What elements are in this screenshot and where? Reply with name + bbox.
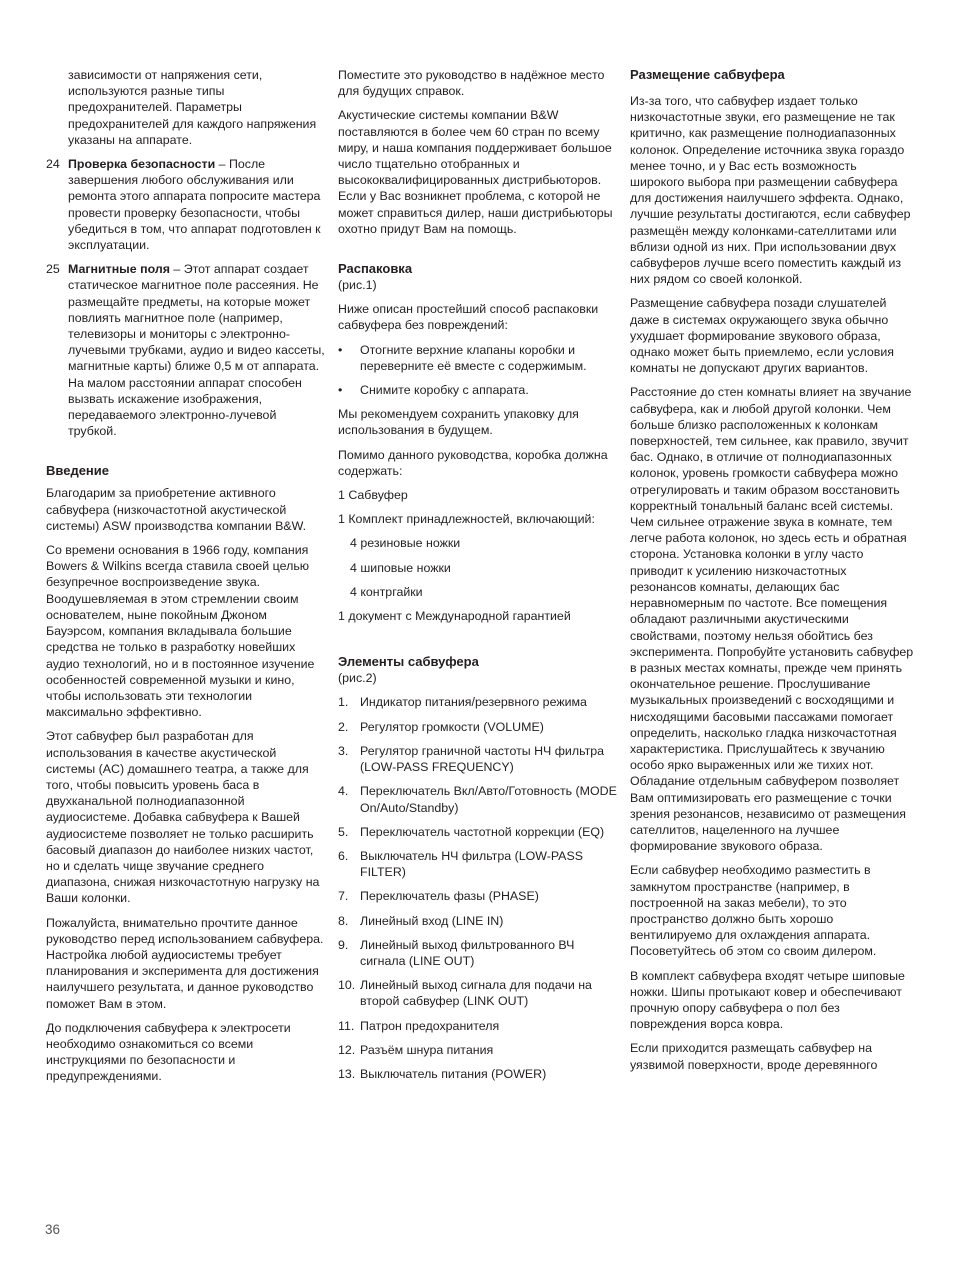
paragraph: Пожалуйста, внимательно прочтите данное руководство перед использованием сабвуфера. Настройка любой аудиосистемы требует планирования и эксперимента для достижения наилучшего результата, и данное руководство поможет Вам в этом. [46,915,324,1011]
paragraph: Мы рекомендуем сохранить упаковку для использования в будущем. [338,407,579,438]
list-item-text: Регулятор граничной частоты НЧ фильтра (LOW-PASS FREQUENCY) [360,743,605,775]
kit-item: 1 Сабвуфер [338,488,408,503]
figure-reference: (рис.1) [338,278,377,293]
list-item [338,783,618,815]
list-number: 2. [338,719,349,734]
section-heading-intro: Введение [46,463,109,479]
figure-reference: (рис.2) [338,671,377,686]
item-body [68,156,328,253]
list-number: 8. [338,913,349,928]
item-text: – После завершения любого обслуживания или ремонта этого аппарата попросите мастера провести проверку безопасности, чтобы убедиться в том, что аппарат подготовлен к эксплуатации. [68,157,321,253]
list-item-text: Снимите коробку с аппарата. [360,383,529,398]
elements-list [338,694,618,1082]
list-number: 5. [338,824,349,839]
paragraph: Размещение сабвуфера позади слушателей даже в системах окружающего звука обычно ухудшает формирование звукового образа, однако может быть приемлемо, если условия комнаты не допускают других вариантов. [630,296,894,376]
list-item-text: Переключатель Вкл/Авто/Готовность (MODE On/Auto/Standby) [360,784,617,815]
paragraph: До подключения сабвуфера к электросети необходимо ознакомиться со всеми инструкциями по безопасности и предупреждениями. [46,1020,291,1084]
list-item [338,977,618,1009]
paragraph: В комплект сабвуфера входят четыре шиповые ножки. Шипы протыкают ковер и обеспечивают прочную опору сабвуфера о пол без повреждения ворса ковра. [630,968,905,1032]
item-text: – Этот аппарат создает статическое магнитное поле рассеяния. Не размещайте предметы, на которые может повлиять магнитное поле (например, телевизоры и мониторы с электронно-лучевыми трубками, аудио и видео кассеты, магнитные карты) ближе 0,5 м от аппарата. На малом расстоянии аппарат способен вызвать искажение изображения, передаваемого электронно-лучевой трубкой. [68,262,325,439]
list-item [338,342,618,374]
paragraph: Со времени основания в 1966 году, компания Bowers & Wilkins всегда ставила своей целью безупречное воспроизведение звука. Воодушевляемая в этом стремлении своим основателем, ныне покойным Джоном Бауэрсом, компания вкладывала большие средства не только в разработку новейших аудио технологий, но и в постоянное изучение особенностей современной музыки и кино, чтобы использовать эти технологии максимально эффективно. [46,543,315,720]
list-item [338,382,618,398]
list-item-text: Линейный выход сигнала для подачи на второй сабвуфер (LINK OUT) [360,978,592,1009]
list-number: 1. [338,695,349,710]
page-number: 36 [45,1222,61,1237]
paragraph: Ниже описан простейший способ распаковки сабвуфера без повреждений: [338,302,599,333]
safety-item-24 [46,156,328,253]
section-heading-unpacking: Распаковка [338,261,413,277]
list-item [338,1066,618,1082]
paragraph: Этот сабвуфер был разработан для использования в качестве акустической системы (AC) домашнего театра, а также для того, чтобы повысить уровень баса в двухканальной полнодиапазонной аудиосистеме. Добавка сабвуфера к Вашей аудиосистеме позволяет не только расширить басовый диапазон до наиболее низких частот, но и сделать чище звучание среднего диапазона, снижая низкочастотную нагрузку на Ваши колонки. [46,729,320,906]
section-heading-elements: Элементы сабвуфера [338,654,479,670]
list-item-text: Разъём шнура питания [360,1042,494,1057]
paragraph: Акустические системы компании B&W поставляются в более чем 60 стран по всему миру, и наша компания поддерживает большое число тщательно отобранных и высококвалифицированных дистрибьюторов. Если у Вас возникнет проблема, с которой не может справиться дилер, наши дистрибьюторы охотно придут Вам на помощь. [338,108,613,236]
list-item-text: Выключатель питания (POWER) [360,1066,547,1081]
list-number: 3. [338,743,349,758]
column-left [46,67,328,1093]
list-number: 6. [338,848,349,863]
column-middle [338,67,618,1090]
bullet-icon: • [338,383,343,398]
item-title: Проверка безопасности [68,157,216,172]
list-number: 9. [338,937,349,952]
list-item-text: Линейный выход фильтрованного ВЧ сигнала (LINE OUT) [360,937,575,968]
list-item [338,694,618,710]
list-item [338,719,618,735]
list-number: 12. [338,1042,356,1057]
list-item [338,824,618,840]
list-item [338,848,618,880]
paragraph: зависимости от напряжения сети, используются разные типы предохранителей. Параметры предохранителей для каждого напряжения указаны на аппарате. [68,68,317,147]
item-number: 24 [46,157,60,172]
paragraph: Поместите это руководство в надёжное место для будущих справок. [338,68,605,99]
bullet-icon: • [338,342,343,357]
list-number: 11. [338,1018,355,1033]
list-item-text: Регулятор громкости (VOLUME) [360,719,544,734]
list-item-text: Отогните верхние клапаны коробки и переверните её вместе с содержимым. [360,342,587,373]
item-title: Магнитные поля [68,262,170,277]
list-number: 4. [338,784,349,799]
list-number: 10. [338,978,356,993]
paragraph: Благодарим за приобретение активного сабвуфера (низкочастотной акустической системы) ASW производства компании B&W. [46,486,307,533]
list-item-text: Патрон предохранителя [360,1018,500,1033]
safety-item-25 [46,261,328,439]
paragraph: Из-за того, что сабвуфер издает только низкочастотные звуки, его размещение не так критично, как размещение полнодиапазонных колонок. Определение источника звука гораздо менее точно, и у Вас есть возможность широкого выбора при размещении сабвуфера для достижения наилучшего эффекта. Однако, лучшие результаты достигаются, если сабвуфер размещён между колонками-сателлитами или вблизи одной из них. При использовании двух сабвуферов лучше всего поместить каждый из них рядом со своей колонкой. [630,94,911,287]
list-item [338,743,618,775]
list-item [338,888,618,904]
list-item [338,913,618,929]
paragraph: Помимо данного руководства, коробка должна содержать: [338,447,608,478]
list-item [338,1018,618,1034]
section-heading-placement: Размещение сабвуфера [630,67,785,82]
paragraph: Расстояние до стен комнаты влияет на звучание сабвуфера, как и любой другой колонки. Чем больше близко расположенных к колонкам поверхностей, тем сильнее, как правило, звучит бас. Однако, в отличие от полнодиапазонных колонок, уровень громкости сабвуфера можно отрегулировать и таким образом восстановить корректный тональный баланс всей системы. Чем сильнее отражение звука в комнате, тем легче работа колонок, но здесь есть и обратная сторона. Установка колонки в углу часто приводит к усилению низкочастотных резонансов комнаты, делающих бас неравномерным по частоте. Все помещения обладают различными акустическими свойствами, поэтому нельзя обойтись без эксперимента. Попробуйте установить сабвуфер в разных местах комнаты, прежде чем принять окончательное решение. Прослушивание музыкальных произведений с восходящими и нисходящими басовыми пассажами помогает определить, насколько гладка низкочастотная характеристика. Прислушайтесь к звучанию особо ярко выраженных или же тихих нот. Обладание отдельным сабвуфером позволяет Вам оптимизировать его размещение с точки зрения резонансов, независимо от размещения сателлитов, нацеленного на лучшее формирование звукового образа. [630,385,914,854]
list-item-text: Линейный вход (LINE IN) [360,913,504,928]
list-number: 13. [338,1066,356,1081]
paragraph: Если сабвуфер необходимо разместить в замкнутом пространстве (например, в построенной на заказ мебели), то это пространство должно быть хорошо вентилируемо для охлаждения аппарата. Посоветуйтесь об этом со своим дилером. [630,863,877,959]
kit-item: 1 Комплект принадлежностей, включающий: [338,512,595,527]
list-item-text: Индикатор питания/резервного режима [360,695,587,710]
column-right [630,67,914,1081]
list-item-text: Переключатель частотной коррекции (EQ) [360,824,605,839]
kit-sub-item: 4 контргайки [350,584,423,599]
paragraph: Если приходится размещать сабвуфер на уязвимой поверхности, вроде деревянного [630,1041,878,1072]
kit-item: 1 документ с Международной гарантией [338,609,571,624]
list-item [338,937,618,969]
list-item-text: Выключатель НЧ фильтра (LOW-PASS FILTER) [360,848,583,880]
list-item-text: Переключатель фазы (PHASE) [360,889,539,904]
item-number: 25 [46,262,60,277]
kit-sub-item: 4 шиповые ножки [350,560,451,575]
list-number: 7. [338,889,349,904]
kit-sub-item: 4 резиновые ножки [350,536,461,551]
item-body [68,261,328,439]
list-item [338,1042,618,1058]
